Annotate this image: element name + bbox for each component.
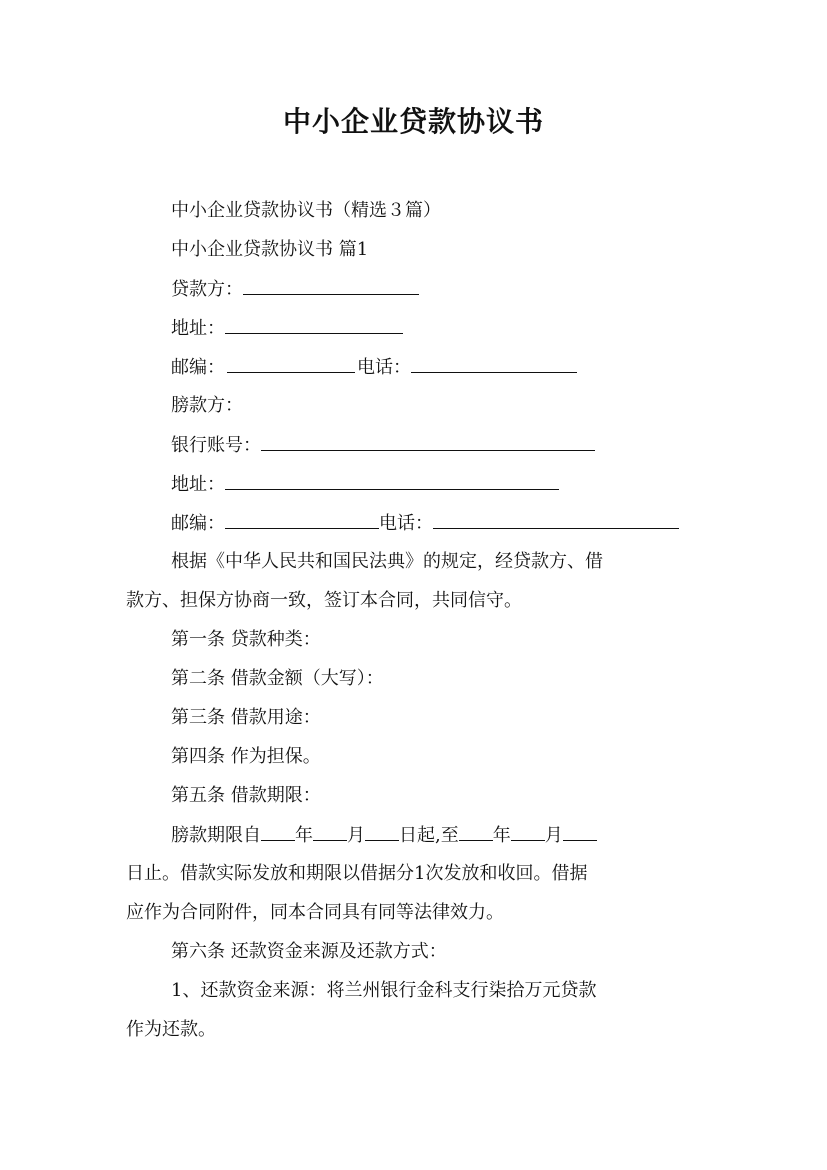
term-blank-day-1 bbox=[365, 822, 399, 841]
document-title: 中小企业贷款协议书 bbox=[282, 105, 544, 138]
term-year-2: 年 bbox=[492, 825, 511, 846]
term-blank-year-2 bbox=[459, 822, 493, 841]
phone-label-2: 电话： bbox=[379, 513, 433, 534]
term-month-2: 月 bbox=[544, 825, 563, 846]
item-1-line-1: 1、还款资金来源：将兰州银行金科支行柒拾万元贷款 bbox=[171, 980, 597, 1001]
article-5: 第五条 借款期限： bbox=[171, 785, 321, 806]
article-6: 第六条 还款资金来源及还款方式： bbox=[171, 941, 447, 962]
item-1-line-2: 作为还款。 bbox=[126, 1019, 216, 1040]
term-prefix: 膀款期限自 bbox=[171, 825, 261, 846]
bank-account-blank bbox=[261, 432, 595, 451]
term-blank-year-1 bbox=[261, 822, 295, 841]
postcode-label-1: 邮编： bbox=[171, 357, 225, 378]
term-day-from: 日起,至 bbox=[399, 825, 459, 846]
address-line-2 bbox=[171, 471, 559, 498]
address-label-2: 地址： bbox=[171, 474, 225, 495]
lender-line bbox=[171, 276, 419, 303]
paragraph-1-line-2: 款方、担保方协商一致，签订本合同，共同信守。 bbox=[126, 590, 522, 611]
term-line bbox=[171, 822, 597, 849]
postcode-phone-line-1 bbox=[171, 354, 577, 381]
address-blank-1 bbox=[225, 315, 403, 334]
article-4: 第四条 作为担保。 bbox=[171, 746, 321, 767]
postcode-phone-line-2 bbox=[171, 510, 679, 537]
lender-label: 贷款方： bbox=[171, 279, 243, 300]
borrower-label: 膀款方： bbox=[171, 395, 243, 416]
paragraph-1-line-1: 根据《中华人民共和国民法典》的规定，经贷款方、借 bbox=[171, 551, 603, 572]
term-blank-day-2 bbox=[563, 822, 597, 841]
address-label-1: 地址： bbox=[171, 318, 225, 339]
phone-label-1: 电话： bbox=[357, 357, 411, 378]
document-subtitle: 中小企业贷款协议书（精选３篇） bbox=[171, 200, 441, 221]
paragraph-2-line-3: 应作为合同附件，同本合同具有同等法律效力。 bbox=[126, 902, 504, 923]
article-1: 第一条 贷款种类： bbox=[171, 629, 321, 650]
bank-account-line bbox=[171, 432, 595, 459]
article-2: 第二条 借款金额（大写）： bbox=[171, 668, 384, 689]
address-blank-2 bbox=[225, 471, 559, 490]
bank-account-label: 银行账号： bbox=[171, 435, 261, 456]
term-blank-month-2 bbox=[511, 822, 545, 841]
postcode-dashes-1 bbox=[227, 363, 355, 373]
postcode-blank-2 bbox=[225, 510, 379, 529]
lender-blank bbox=[243, 276, 419, 295]
borrower-line bbox=[171, 393, 243, 419]
term-month-1: 月 bbox=[347, 825, 365, 846]
paragraph-2-line-2: 日止。借款实际发放和期限以借据分1次发放和收回。借据 bbox=[126, 863, 588, 884]
section-heading: 中小企业贷款协议书 篇1 bbox=[171, 239, 369, 260]
phone-blank-2 bbox=[433, 510, 679, 529]
postcode-label-2: 邮编： bbox=[171, 513, 225, 534]
article-3: 第三条 借款用途： bbox=[171, 707, 321, 728]
term-year-1: 年 bbox=[295, 825, 313, 846]
phone-blank-1 bbox=[411, 354, 577, 373]
term-blank-month-1 bbox=[313, 822, 347, 841]
address-line-1 bbox=[171, 315, 403, 342]
